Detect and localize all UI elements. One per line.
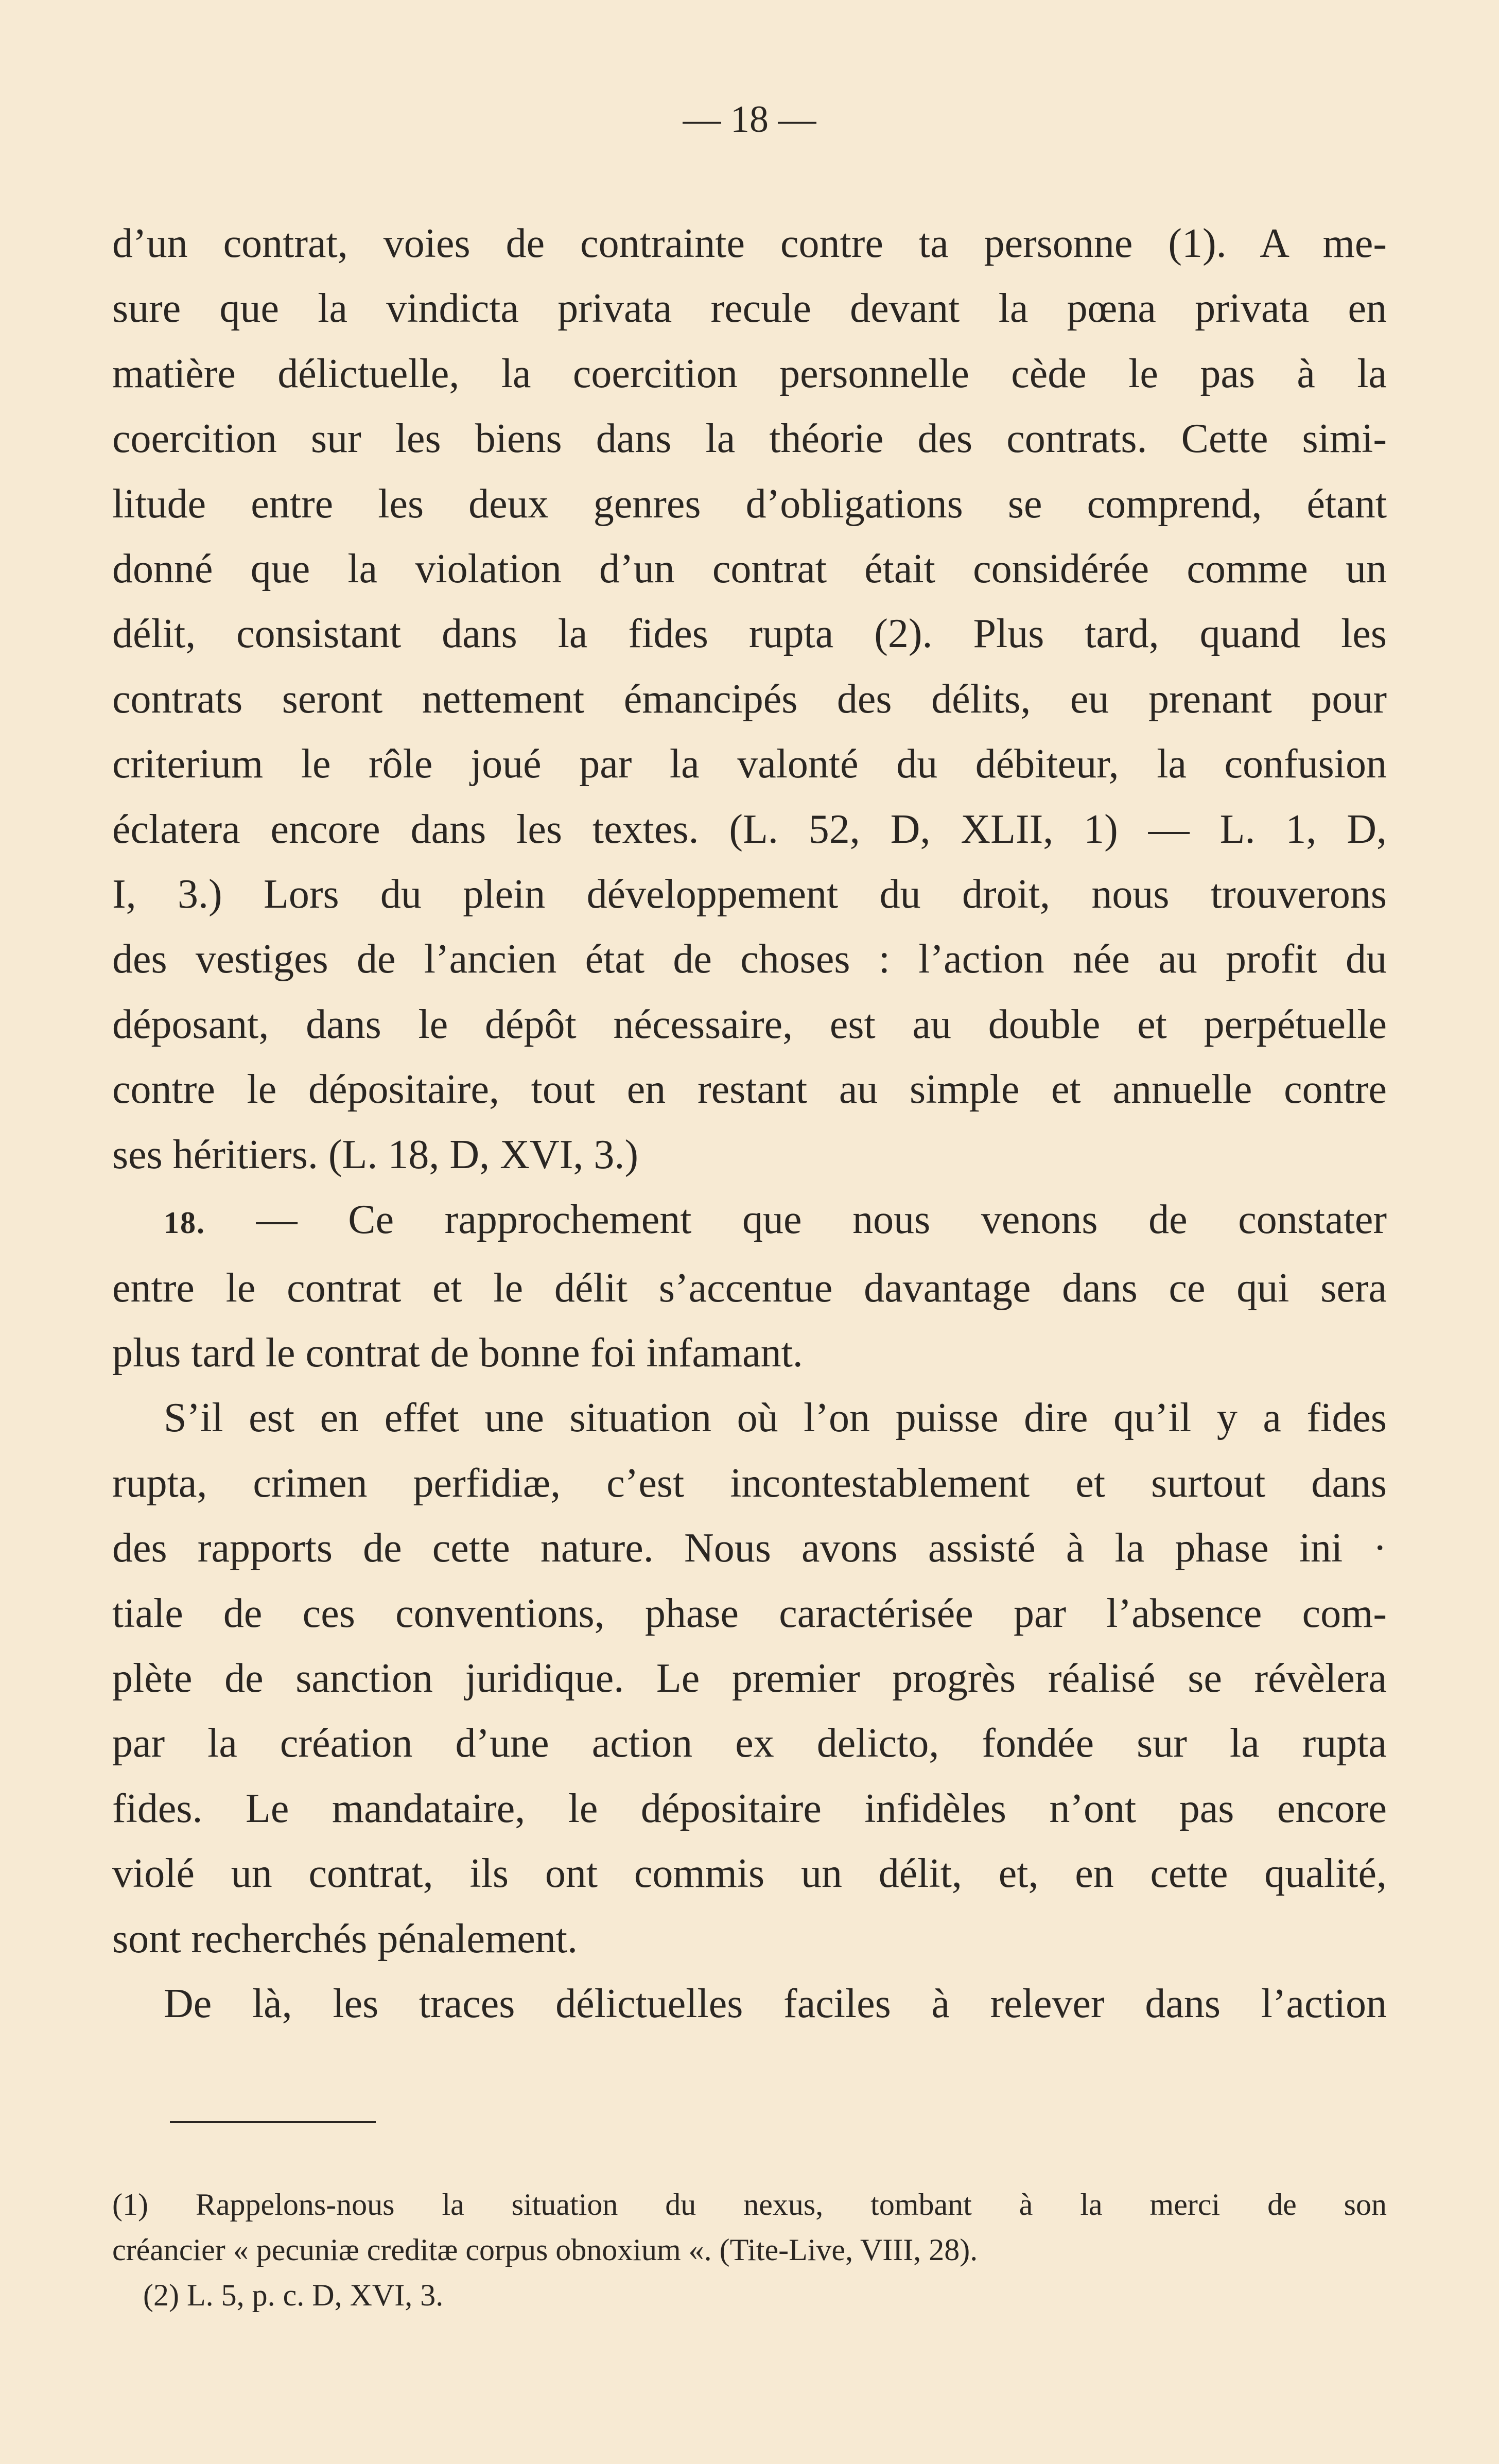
footnote-line: créancier « pecuniæ creditæ corpus obnoxium «. (Tite-Live, VIII, 28).	[112, 2233, 978, 2267]
main-text	[112, 211, 1387, 2036]
paragraph-2	[112, 1187, 1387, 1385]
text-line: tiale de ces conventions, phase caractérisée par l’absence com-	[112, 1590, 1387, 1636]
page-number: — 18 —	[683, 98, 816, 141]
text-line: coercition sur les biens dans la théorie des contrats. Cette simi-	[112, 416, 1387, 462]
text-line: sure que la vindicta privata recule devant la pœna privata en	[112, 286, 1387, 332]
text-line: éclatera encore dans les textes. (L. 52, D, XLII, 1) — L. 1, D,	[112, 806, 1387, 852]
text-line: De là, les traces délictuelles faciles à relever dans l’action	[164, 1981, 1387, 2026]
text-line	[112, 1187, 1387, 1255]
text-line: déposant, dans le dépôt nécessaire, est au double et perpétuelle	[112, 1001, 1387, 1047]
text-line: contre le dépositaire, tout en restant au simple et annuelle contre	[112, 1067, 1387, 1113]
text-line: matière délictuelle, la coercition personnelle cède le pas à la	[112, 351, 1387, 396]
text-line: entre le contrat et le délit s’accentue davantage dans ce qui sera	[112, 1265, 1387, 1311]
footnotes	[112, 2182, 1387, 2318]
text-line: litude entre les deux genres d’obligations se comprend, étant	[112, 481, 1387, 527]
text-line: donné que la violation d’un contrat était considérée comme un	[112, 546, 1387, 592]
text-line: plète de sanction juridique. Le premier progrès réalisé se révèlera	[112, 1655, 1387, 1701]
text-line: fides. Le mandataire, le dépositaire infidèles n’ont pas encore	[112, 1785, 1387, 1831]
text-line: ses héritiers. (L. 18, D, XVI, 3.)	[112, 1132, 638, 1177]
text-line: délit, consistant dans la fides rupta (2). Plus tard, quand les	[112, 611, 1387, 657]
footnote-divider	[170, 2121, 376, 2123]
text-line: contrats seront nettement émancipés des délits, eu prenant pour	[112, 676, 1387, 722]
text-line: rupta, crimen perfidiæ, c’est incontestablement et surtout dans	[112, 1460, 1387, 1506]
text-line: criterium le rôle joué par la valonté du débiteur, la confusion	[112, 741, 1387, 787]
text-line: par la création d’une action ex delicto, fondée sur la rupta	[112, 1721, 1387, 1766]
footnote-line: (2) L. 5, p. c. D, XVI, 3.	[143, 2278, 444, 2312]
text-line: S’il est en effet une situation où l’on puisse dire qu’il y a fides	[164, 1395, 1387, 1441]
text-line: d’un contrat, voies de contrainte contre ta personne (1). A me-	[112, 221, 1387, 266]
text-line: des rapports de cette nature. Nous avons assisté à la phase ini ·	[112, 1525, 1387, 1571]
section-number: 18.	[164, 1206, 205, 1240]
paragraph-3	[112, 1385, 1387, 1971]
footnote-line: (1) Rappelons-nous la situation du nexus, tombant à la merci de son	[112, 2188, 1387, 2222]
paragraph-1	[112, 211, 1387, 1187]
text-line: sont recherchés pénalement.	[112, 1916, 578, 1962]
text-fragment: — Ce rapprochement que nous venons de constater	[256, 1197, 1387, 1243]
text-line: plus tard le contrat de bonne foi infamant.	[112, 1330, 803, 1376]
text-line: des vestiges de l’ancien état de choses : l’action née au profit du	[112, 936, 1387, 982]
text-line: violé un contrat, ils ont commis un délit, et, en cette qualité,	[112, 1851, 1387, 1897]
paragraph-4	[112, 1971, 1387, 2036]
text-line: I, 3.) Lors du plein développement du droit, nous trouverons	[112, 872, 1387, 917]
